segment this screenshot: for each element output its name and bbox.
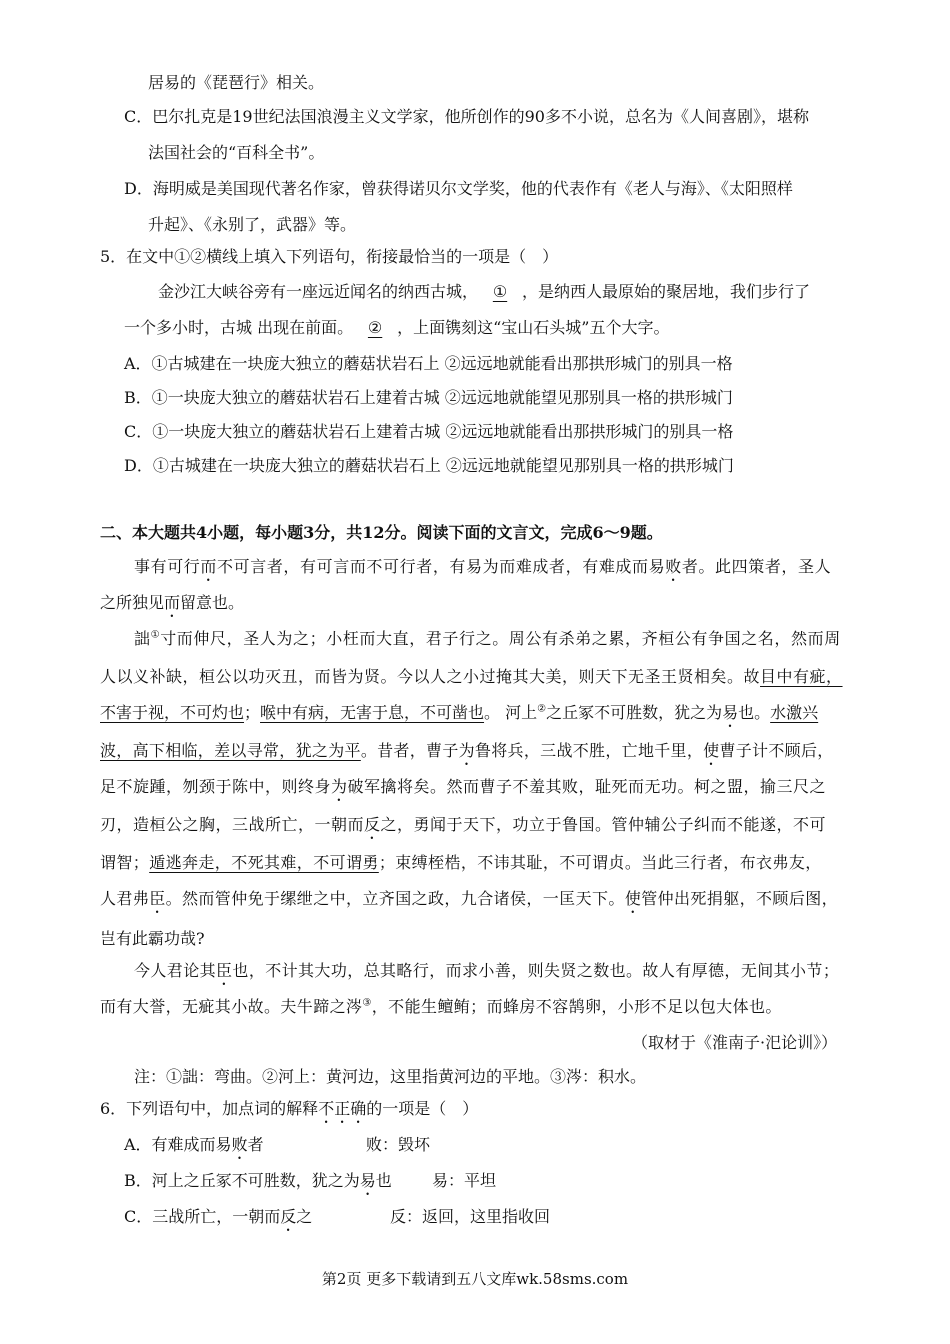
q5-blank-2: ② [367, 318, 383, 337]
q6-stem-text: 6．下列语句中，加点词的解释 [100, 1099, 319, 1118]
passage-text: 谓智； [100, 853, 150, 872]
q6-stem-text: 的一项是（ ） [366, 1099, 479, 1118]
q5-p2-text-b: ，上面镌刻这“宝山石头城”五个大字。 [397, 318, 670, 337]
passage-text: 。 河上 [484, 703, 538, 722]
underlined-sentence: 喉中有病，无害于息，不可凿也 [260, 703, 485, 722]
underlined-sentence: 目中有疵， [760, 667, 843, 686]
option-text: C．三战所亡，一朝而 [124, 1207, 281, 1226]
passage-text: 管仲出死捐躯，不顾后图， [641, 889, 839, 908]
q5-p1-text-a: 金沙江大峡谷旁有一座远近闻名的纳西古城， [158, 282, 479, 301]
dotted-word: 而 [200, 557, 218, 576]
passage-line-9 [100, 852, 822, 874]
q4-option-c-line2: 法国社会的“百科全书”。 [148, 143, 325, 162]
passage-text: 而有大誉，无疵其小故。夫牛蹄之涔 [100, 997, 363, 1016]
q4-option-d-line1: D．海明威是美国现代著名作家，曾获得诺贝尔文学奖，他的代表作有《老人与海》、《太阳照样 [124, 179, 793, 198]
q5-stem: 5．在文中①②横线上填入下列语句，衔接最恰当的一项是（ ） [100, 247, 559, 266]
passage-text: 刃，造桓公之胸，三战所亡，一朝而 [100, 815, 365, 834]
q6-stem [100, 1098, 478, 1127]
footnote-marker: ① [150, 629, 161, 641]
underlined-sentence: 不害于视，不可灼也 [100, 703, 245, 722]
passage-text: 人君弗 [100, 889, 150, 908]
passage-line-8 [100, 814, 826, 843]
passage-line-13 [100, 996, 782, 1018]
passage-line-1 [134, 556, 831, 585]
passage-line-2 [100, 592, 244, 621]
passage-text: ； [244, 703, 261, 722]
passage-line-4 [100, 666, 843, 688]
q5-option-a: A．①古城建在一块庞大独立的蘑菇状岩石上 ②远远地就能看出那拱形城门的别具一格 [124, 354, 733, 373]
underlined-sentence: 遁逃奔走，不死其难，不可谓勇 [149, 853, 379, 872]
q5-passage-line2 [124, 317, 669, 339]
option-text: B．河上之丘冢不可胜数，犹之为 [124, 1171, 360, 1190]
dotted-word: 臣 [216, 961, 233, 980]
q4-option-c-line1: C．巴尔扎克是19世纪法国浪漫主义文学家，他所创作的90多不小说，总名为《人间喜剧》，堪称 [124, 107, 809, 126]
q6-option-a [124, 1134, 264, 1163]
underlined-sentence: 水激兴 [770, 703, 819, 722]
option-text: 者 [247, 1135, 264, 1154]
dotted-word: 易 [359, 1171, 376, 1190]
dotted-word: 而 [164, 593, 181, 612]
passage-text: 也，不计其大功，总其略行，而求小善，则失贤之数也。故人有厚德，无间其小节； [232, 961, 840, 980]
passage-text: 詘 [134, 629, 151, 648]
q5-passage-line1 [158, 281, 810, 303]
passage-text: 寸而伸尺，圣人为之；小枉而大直，君子行之。周公有杀弟之累，齐桓公有争国之名，然而周 [160, 629, 841, 648]
passage-text: ；束缚桎梏，不讳其耻，不可谓贞。当此三行者，布衣弗友， [378, 853, 822, 872]
q5-option-b: B．①一块庞大独立的蘑菇状岩石上建着古城 ②远远地就能望见那别具一格的拱形城门 [124, 388, 733, 407]
q4-option-d-line2: 升起》、《永别了，武器》等。 [148, 215, 357, 234]
footnote-marker: ③ [362, 997, 372, 1009]
passage-text: 之，勇闻于天下，功立于鲁国。管仲辅公子纠而不能遂，不可 [380, 815, 827, 834]
dotted-word: 臣 [149, 889, 166, 908]
page-footer: 第2页 更多下载请到五八文库wk.58sms.com [321, 1270, 629, 1288]
footnote-marker: ② [537, 703, 547, 715]
dotted-word: 不正确 [318, 1099, 367, 1118]
passage-text: 人以义补缺，桓公以功灭丑，而皆为贤。今以人之小过掩其大美，则天下无圣王贤相矣。故 [100, 667, 761, 686]
passage-notes: 注：①詘：弯曲。②河上：黄河边，这里指黄河边的平地。③涔：积水。 [134, 1067, 647, 1086]
passage-text: 不可言者，有可言而不可行者，有易为而难成者，有难成而易 [217, 557, 666, 576]
passage-text: 鲁将兵，三战不胜，亡地千里， [474, 741, 704, 760]
passage-text: 之所独见 [100, 593, 165, 612]
dotted-word: 反 [364, 815, 381, 834]
dotted-word: 为 [331, 777, 348, 796]
option-text: 也 [375, 1171, 392, 1190]
q4-option-b-continuation: 居易的《琵琶行》相关。 [148, 73, 325, 92]
passage-text: 之丘冢不可胜数，犹之为 [546, 703, 723, 722]
q5-option-d: D．①古城建在一块庞大独立的蘑菇状岩石上 ②远远地就能望见那别具一格的拱形城门 [124, 456, 734, 475]
passage-text: 。昔者，曹子 [360, 741, 459, 760]
q6-option-c-definition: 反：返回，这里指收回 [390, 1207, 551, 1226]
q5-option-c: C．①一块庞大独立的蘑菇状岩石上建着古城 ②远远地就能看出那拱形城门的别具一格 [124, 422, 734, 441]
dotted-word: 反 [280, 1207, 297, 1226]
passage-text: 留意也。 [180, 593, 245, 612]
option-text: A．有难成而易 [124, 1135, 232, 1154]
passage-text: 也。 [738, 703, 771, 722]
q6-option-b [124, 1170, 392, 1199]
passage-line-10 [100, 888, 838, 917]
dotted-word: 使 [703, 741, 720, 760]
underlined-sentence: 波，高下相临，差以寻常，犹之为平 [100, 741, 361, 760]
passage-line-12 [134, 960, 839, 989]
passage-text: 足不旋踵，刎颈于陈中，则终身 [100, 777, 332, 796]
section2-heading: 二、本大题共4小题，每小题3分，共12分。阅读下面的文言文，完成6～9题。 [100, 523, 663, 542]
dotted-word: 使 [624, 889, 642, 908]
passage-line-11: 岂有此霸功哉? [100, 929, 205, 948]
q5-blank-1: ① [492, 282, 508, 301]
option-text: 之 [296, 1207, 313, 1226]
dotted-word: 易 [722, 703, 739, 722]
q5-p2-text-a: 一个多小时，古城 出现在前面。 [124, 318, 354, 337]
passage-text: 者。此四策者，圣人 [681, 557, 832, 576]
passage-line-5 [100, 702, 818, 731]
q6-option-c [124, 1206, 312, 1235]
passage-text: 曹子计不顾后， [719, 741, 834, 760]
passage-text: 事有可行 [134, 557, 201, 576]
dotted-word: 为 [458, 741, 475, 760]
q6-option-a-definition: 败：毁坏 [366, 1135, 431, 1154]
passage-text: 今人君论其 [134, 961, 217, 980]
passage-line-3 [134, 628, 841, 650]
passage-line-7 [100, 776, 826, 805]
passage-text: 。然而管仲免于缧绁之中，立齐国之政，九合诸侯，一匡天下。 [165, 889, 625, 908]
passage-text: 破军擒将矣。然而曹子不羞其败，耻死而无功。柯之盟，揄三尺之 [347, 777, 827, 796]
passage-line-6 [100, 740, 834, 769]
dotted-word: 败 [665, 557, 682, 576]
q6-option-b-definition: 易：平坦 [432, 1171, 497, 1190]
passage-text: ，不能生鳣鲔；而蜂房不容鹄卵，小形不足以包大体也。 [371, 997, 782, 1016]
dotted-word: 败 [231, 1135, 248, 1154]
q5-p1-text-b: ，是纳西人最原始的聚居地，我们步行了 [522, 282, 811, 301]
passage-source: （取材于《淮南子·汜论训》） [632, 1033, 838, 1052]
